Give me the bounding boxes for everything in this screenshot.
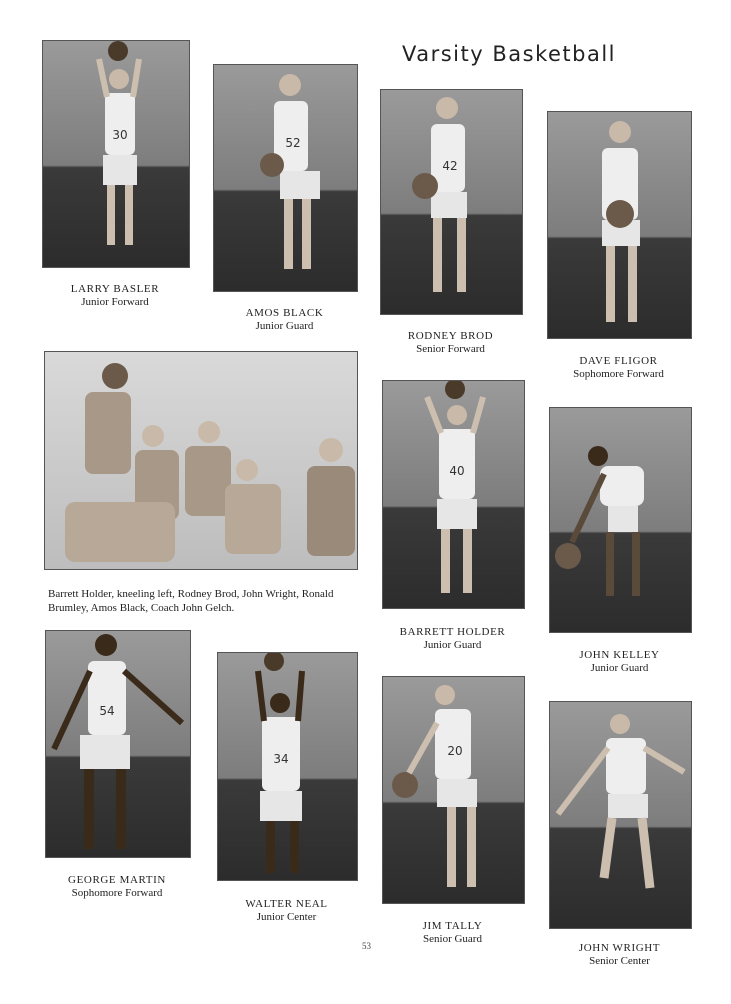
player-caption-neal [217,898,356,923]
player-position: Senior Forward [416,342,485,355]
player-figure [43,41,189,267]
player-caption-tally [382,920,523,945]
player-photo-kelley [549,407,692,633]
player-caption-kelley [549,649,690,674]
group-figures [45,352,357,569]
player-caption-black [213,307,356,332]
jersey-number: 52 [285,136,301,150]
player-position: Sophomore Forward [71,886,163,899]
player-position: Junior Guard [255,319,314,332]
player-caption-holder [382,626,523,651]
player-photo-neal [217,652,358,881]
player-photo-wright [549,701,692,929]
jersey-number: 54 [99,704,115,718]
player-photo-brod [380,89,523,315]
group-photo [44,351,358,570]
jersey-number: 42 [442,159,458,173]
player-name: JIM TALLY [422,920,483,932]
jersey-number: 30 [112,128,128,142]
player-caption-fligor [547,355,690,380]
player-name: BARRETT HOLDER [399,626,506,638]
player-name: AMOS BLACK [245,307,324,319]
player-figure [383,677,524,903]
player-name: LARRY BASLER [70,283,160,295]
player-name: WALTER NEAL [245,898,328,910]
page-title: Varsity Basketball [402,42,617,66]
player-position: Junior Center [256,910,317,923]
player-figure [548,112,691,338]
player-caption-brod [380,330,521,355]
player-figure [214,65,357,291]
player-figure [383,381,524,608]
player-caption-martin [45,874,189,899]
player-figure [381,90,522,314]
player-name: DAVE FLIGOR [579,355,658,367]
player-caption-wright [549,942,690,967]
player-photo-martin [45,630,191,858]
player-position: Junior Forward [81,295,149,308]
player-photo-fligor [547,111,692,339]
player-caption-basler [42,283,188,308]
player-position: Sophomore Forward [573,367,664,380]
player-name: JOHN KELLEY [579,649,660,661]
player-name: JOHN WRIGHT [578,942,661,954]
player-name: GEORGE MARTIN [68,874,166,886]
player-photo-tally [382,676,525,904]
player-position: Junior Guard [423,638,482,651]
player-position: Senior Center [589,954,650,967]
jersey-number: 40 [449,464,465,478]
page-number: 53 [362,941,371,951]
player-position: Junior Guard [590,661,649,674]
jersey-number: 34 [273,752,289,766]
player-photo-holder [382,380,525,609]
jersey-number: 20 [447,744,463,758]
player-figure [550,702,691,928]
player-figure [46,631,190,857]
player-position: Senior Guard [423,932,482,945]
player-name: RODNEY BROD [407,330,494,342]
group-photo-caption: Barrett Holder, kneeling left, Rodney Brod, John Wright, Ronald Brumley, Amos Black, Coach John Gelch. [48,588,334,614]
player-figure [218,653,357,880]
player-figure [550,408,691,632]
player-photo-black [213,64,358,292]
player-photo-basler [42,40,190,268]
